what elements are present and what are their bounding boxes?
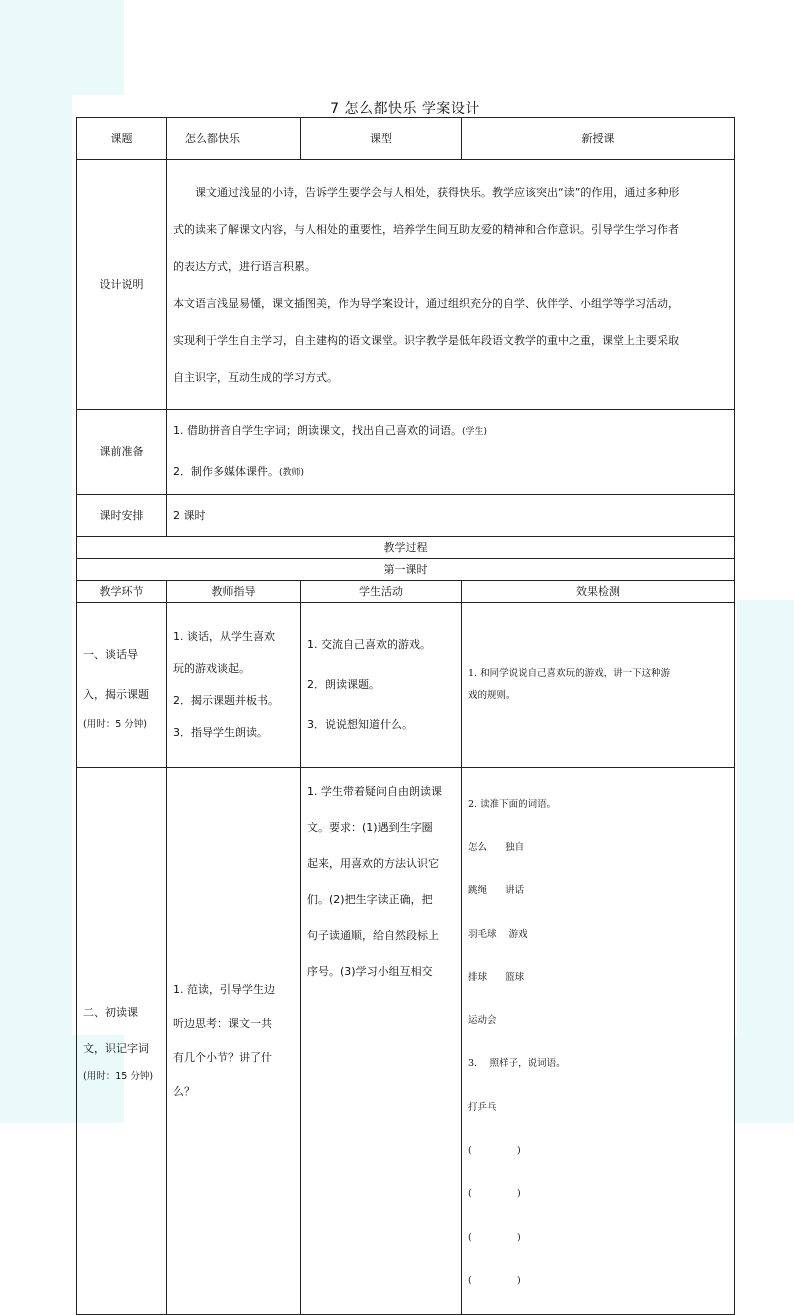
design-description (167, 160, 735, 410)
prep-item-2: 2．制作多媒体课件。(教师) (173, 465, 305, 478)
student-line: 序号。(3)学习小组互相交 (307, 965, 433, 978)
lesson-title: 第一课时 (77, 559, 735, 581)
teacher-line: 2．揭示课题并板书。 (173, 694, 279, 707)
teacher-cell (167, 768, 301, 1315)
check-line: ( ) (468, 1274, 521, 1286)
teacher-line: 有几个小节？讲了什 (173, 1051, 272, 1065)
schedule-value: 2 课时 (167, 495, 735, 537)
column-header: 学生活动 (301, 581, 462, 603)
column-header: 教师指导 (167, 581, 301, 603)
check-line: 3． 照样子，说词语。 (468, 1058, 566, 1070)
student-cell (301, 603, 462, 768)
check-line: 1. 和同学说说自己喜欢玩的游戏，讲一下这种游 (468, 668, 671, 679)
student-line: 起来，用喜欢的方法认识它 (307, 857, 439, 870)
teacher-cell (167, 603, 301, 768)
check-cell (462, 603, 735, 768)
lesson-plan-table (76, 117, 735, 1315)
check-line: ( ) (468, 1231, 521, 1243)
student-line: 文。要求：(1)遇到生字圈 (307, 821, 433, 834)
check-line: 怎么 独自 (468, 842, 525, 854)
stage-time: (用时：5 分钟) (83, 719, 147, 730)
check-line: 跳绳 讲话 (468, 885, 525, 897)
process-title: 教学过程 (77, 537, 735, 559)
design-line: 本文语言浅显易懂，课文插图美，作为导学案设计，通过组织充分的自学、伙伴学、小组学等学习活动， (173, 296, 679, 310)
label-prep: 课前准备 (77, 410, 167, 495)
teacher-line: 玩的游戏谈起。 (173, 662, 250, 675)
lesson-title-row (77, 559, 735, 581)
check-line: 羽毛球 游戏 (468, 928, 528, 940)
table-row (77, 768, 735, 1315)
design-line: 课文通过浅显的小诗，告诉学生要学会与人相处，获得快乐。教学应该突出“读”的作用，通过多种形 (195, 185, 680, 199)
label-schedule: 课时安排 (77, 495, 167, 537)
teacher-line: 1. 范读，引导学生边 (173, 983, 275, 997)
student-line: 1. 交流自己喜欢的游戏。 (307, 638, 431, 651)
check-cell (462, 768, 735, 1315)
stage-line: 入，揭示课题 (83, 688, 149, 701)
teacher-line: 听边思考：课文一共 (173, 1017, 272, 1031)
label-design: 设计说明 (77, 160, 167, 410)
type-value: 新授课 (462, 118, 735, 160)
topic-value: 怎么都快乐 (167, 118, 301, 160)
column-header: 效果检测 (462, 581, 735, 603)
check-line: 打乒乓 (468, 1101, 497, 1113)
check-line: 运动会 (468, 1015, 497, 1027)
header-row (77, 118, 735, 160)
design-line: 的表达方式，进行语言积累。 (173, 259, 316, 273)
column-header: 教学环节 (77, 581, 167, 603)
teacher-line: 1. 谈话，从学生喜欢 (173, 630, 275, 643)
student-line: 句子读通顺，给自然段标上 (307, 929, 439, 942)
prep-content (167, 410, 735, 495)
design-line: 实现利于学生自主学习，自主建构的语文课堂。识字教学是低年段语文教学的重中之重，课堂上主要采取 (173, 333, 679, 347)
prep-row (77, 410, 735, 495)
teacher-line: 么？ (173, 1085, 195, 1099)
table-row (77, 603, 735, 768)
check-line: ( ) (468, 1188, 521, 1200)
column-header-row (77, 581, 735, 603)
process-title-row (77, 537, 735, 559)
stage-line: 二、初读课 (83, 1006, 138, 1020)
check-line: 2. 读准下面的词语。 (468, 798, 557, 810)
stage-time: (用时：15 分钟) (83, 1071, 154, 1083)
design-line: 自主识字，互动生成的学习方式。 (173, 370, 338, 384)
design-row (77, 160, 735, 410)
stage-cell (77, 603, 167, 768)
stage-cell (77, 768, 167, 1315)
label-topic: 课题 (77, 118, 167, 160)
schedule-row (77, 495, 735, 537)
student-line: 1. 学生带着疑问自由朗读课 (307, 785, 442, 798)
student-line: 3．说说想知道什么。 (307, 718, 413, 731)
check-line: 排球 篮球 (468, 971, 525, 983)
label-type: 课型 (301, 118, 462, 160)
document-title: 7 怎么都快乐 学案设计 (330, 101, 480, 117)
page-background-right (734, 600, 794, 1123)
page-background-top-white (124, 0, 794, 95)
stage-line: 一、谈话导 (83, 648, 138, 661)
teacher-line: 3．指导学生朗读。 (173, 726, 268, 739)
student-line: 们。(2)把生字读正确，把 (307, 893, 433, 906)
student-cell (301, 768, 462, 1315)
prep-item-1: 1. 借助拼音自学生字词；朗读课文，找出自己喜欢的词语。(学生) (173, 424, 488, 437)
student-line: 2．朗读课题。 (307, 678, 380, 691)
design-line: 式的读来了解课文内容，与人相处的重要性，培养学生间互助友爱的精神和合作意识。引导学生学习作者 (173, 222, 679, 236)
check-line: ( ) (468, 1145, 521, 1157)
stage-line: 文，识记字词 (83, 1042, 149, 1056)
check-line: 戏的规则。 (468, 690, 516, 701)
